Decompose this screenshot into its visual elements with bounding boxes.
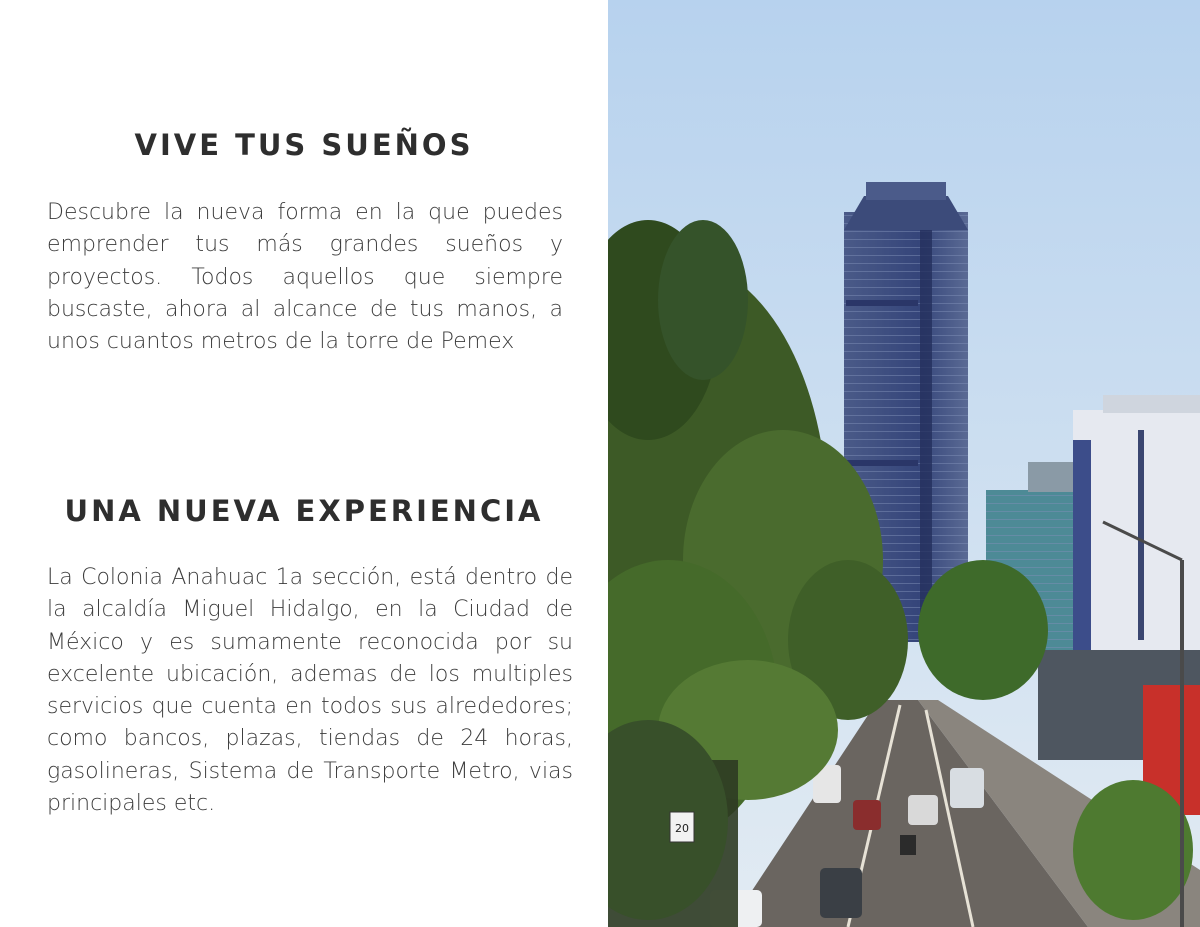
speed-sign <box>670 812 694 842</box>
city-street-illustration <box>608 0 1200 927</box>
speed-sign-text: 20 <box>675 822 689 835</box>
section-body-dreams: Descubre la nueva forma en la que puedes emprender tus más grandes sueños y proyectos. Todos aquellos que siempre buscaste, ahora al alcance de tus manos, a unos cuantos metros de la torre de Pemex <box>47 200 563 355</box>
city-street-photo <box>608 0 1200 927</box>
section-title-dreams: VIVE TUS SUEÑOS <box>134 128 474 162</box>
section-title-experience: UNA NUEVA EXPERIENCIA <box>64 494 544 528</box>
section-body-experience: La Colonia Anahuac 1a sección, está dentro de la alcaldía Miguel Hidalgo, en la Ciudad de México y es sumamente reconocida por su excelente ubicación, ademas de los multiples servicios que cuenta en todos sus alrededores; como bancos, plazas, tiendas de 24 horas, gasolineras, Sistema de Transporte Metro, vias principales etc. <box>47 565 573 817</box>
